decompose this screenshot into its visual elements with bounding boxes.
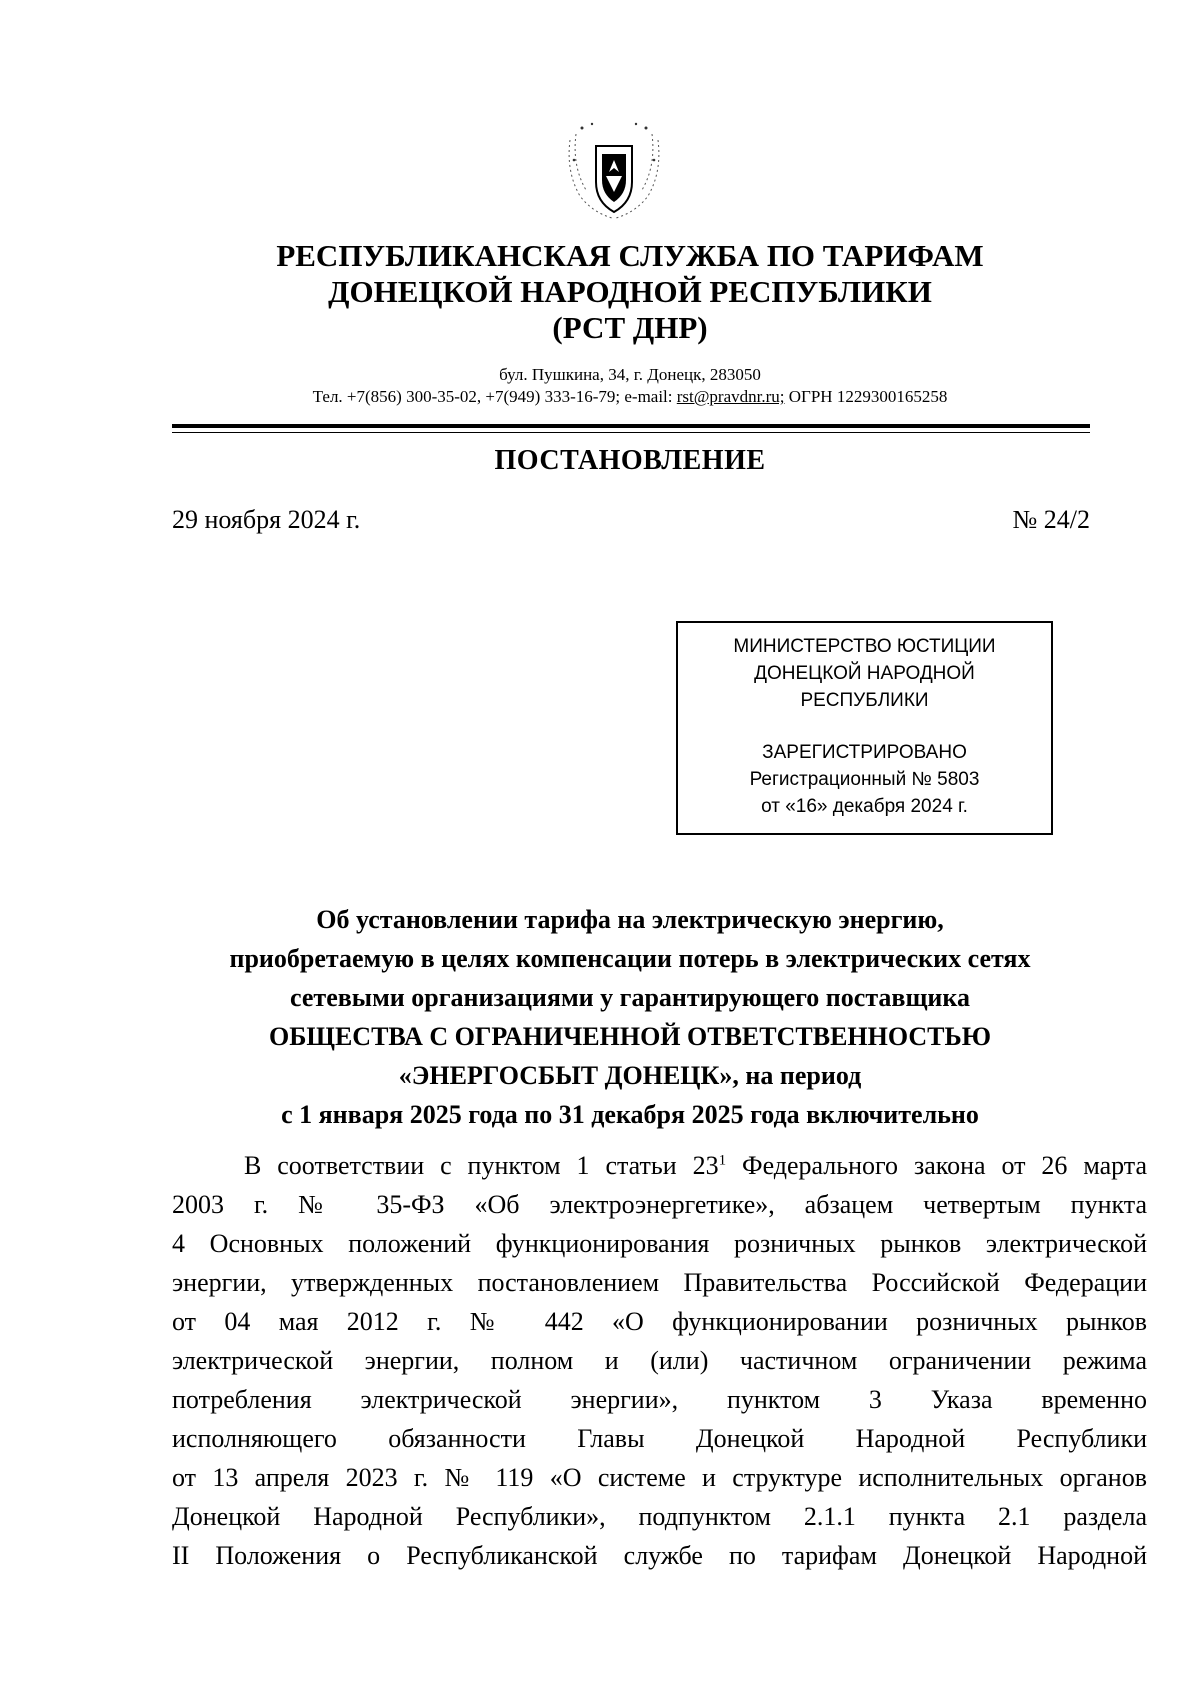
subject-line: «ЭНЕРГОСБЫТ ДОНЕЦК», на период: [398, 1061, 862, 1090]
registration-stamp: [676, 621, 1053, 835]
document-subject: [170, 900, 1090, 1134]
document-number: № 24/2: [1012, 505, 1090, 534]
body-text-fragment: В соответствии с пунктом 1 статьи 23: [244, 1151, 719, 1180]
organization-title-line: РЕСПУБЛИКАНСКАЯ СЛУЖБА ПО ТАРИФАМ: [276, 238, 984, 273]
body-line: 2003 г. № 35-ФЗ «Об электроэнергетике», абзацем четвертым пункта: [172, 1190, 1147, 1219]
document-date: 29 ноября 2024 г.: [172, 505, 361, 534]
subject-line: Об установлении тарифа на электрическую энергию,: [316, 905, 944, 934]
subject-line: сетевыми организациями у гарантирующего поставщика: [290, 983, 970, 1012]
body-line: исполняющего обязанности Главы Донецкой Народной Республики: [172, 1424, 1147, 1453]
stamp-status: ЗАРЕГИСТРИРОВАНО: [762, 742, 967, 763]
subject-line: с 1 января 2025 года по 31 декабря 2025 года включительно: [281, 1100, 979, 1129]
email-link[interactable]: rst@pravdnr.ru;: [676, 387, 785, 406]
organization-title: [170, 238, 1090, 346]
organization-address: бул. Пушкина, 34, г. Донецк, 283050: [499, 365, 761, 384]
coat-of-arms-emblem: [562, 120, 666, 224]
header-divider-thin: [172, 432, 1090, 433]
stamp-ministry-line: ДОНЕЦКОЙ НАРОДНОЙ: [754, 663, 975, 684]
body-line: электрической энергии, полном и (или) частичном ограничении режима: [172, 1346, 1147, 1375]
organization-abbreviation: (РСТ ДНР): [552, 310, 708, 345]
header-divider-thick: [172, 424, 1090, 428]
body-line: [172, 1146, 1147, 1185]
body-line: 4 Основных положений функционирования розничных рынков электрической: [172, 1229, 1147, 1258]
body-line: от 04 мая 2012 г. № 442 «О функционировании розничных рынков: [172, 1307, 1147, 1336]
document-body: [172, 1146, 1147, 1575]
body-line: Донецкой Народной Республики», подпунктом 2.1.1 пункта 2.1 раздела: [172, 1502, 1147, 1531]
body-line: II Положения о Республиканской службе по тарифам Донецкой Народной: [172, 1541, 1147, 1570]
body-line: от 13 апреля 2023 г. № 119 «О системе и структуре исполнительных органов: [172, 1463, 1147, 1492]
body-line: потребления электрической энергии», пунктом 3 Указа временно: [172, 1385, 1147, 1414]
stamp-registration-number: Регистрационный № 5803: [749, 769, 980, 790]
body-line: энергии, утвержденных постановлением Правительства Российской Федерации: [172, 1268, 1147, 1297]
article-superscript: 1: [718, 1152, 727, 1169]
stamp-registration-date: от «16» декабря 2024 г.: [761, 796, 968, 817]
subject-line: ОБЩЕСТВА С ОГРАНИЧЕННОЙ ОТВЕТСТВЕННОСТЬЮ: [268, 1022, 991, 1051]
body-text-fragment: Федерального закона от 26 марта: [726, 1151, 1148, 1180]
phone-numbers: Тел. +7(856) 300-35-02, +7(949) 333-16-79; e-mail:: [312, 387, 677, 406]
document-type: ПОСТАНОВЛЕНИЕ: [494, 445, 766, 476]
organization-contacts: [170, 386, 1090, 408]
organization-title-line: ДОНЕЦКОЙ НАРОДНОЙ РЕСПУБЛИКИ: [328, 274, 932, 309]
stamp-ministry-line: МИНИСТЕРСТВО ЮСТИЦИИ: [733, 636, 996, 657]
subject-line: приобретаемую в целях компенсации потерь в электрических сетях: [229, 944, 1031, 973]
ogrn-number: ОГРН 1229300165258: [784, 387, 948, 406]
stamp-ministry-line: РЕСПУБЛИКИ: [800, 690, 929, 711]
